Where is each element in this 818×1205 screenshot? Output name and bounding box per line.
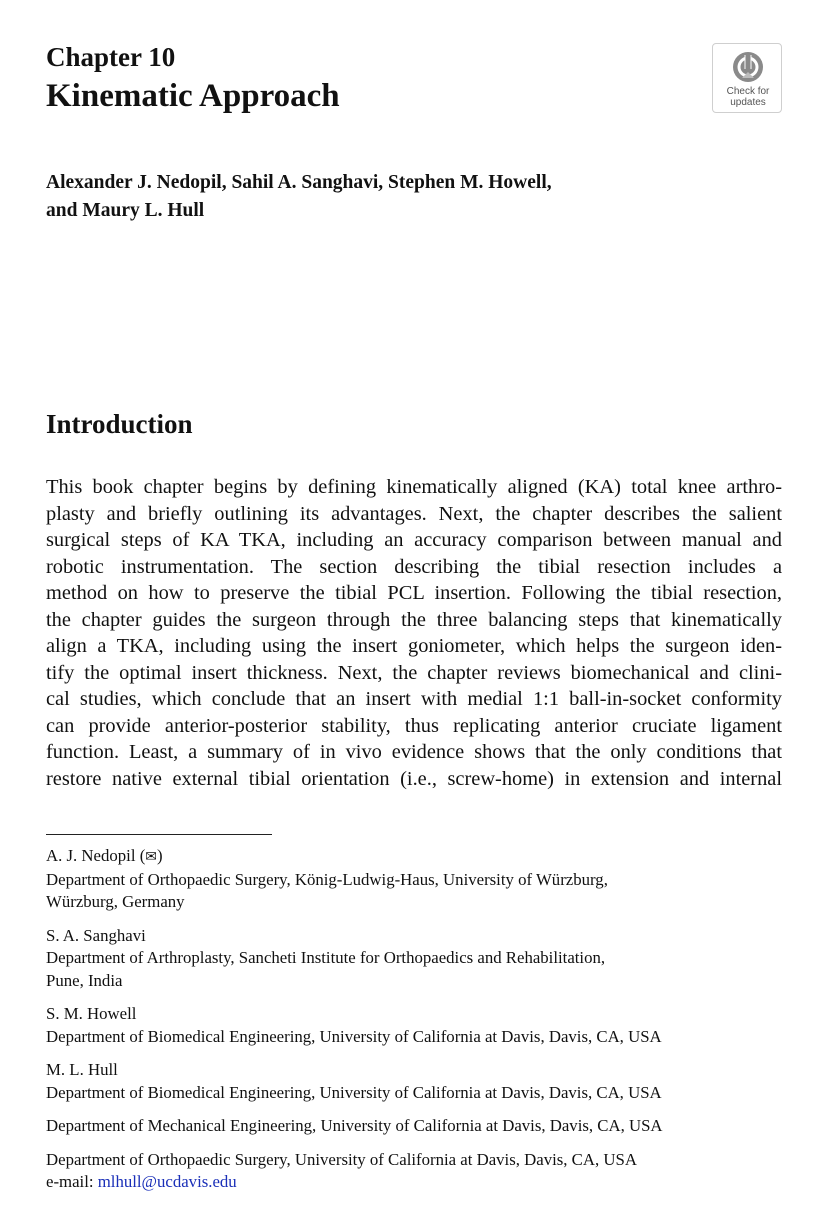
- paragraph-line: align a TKA, including using the insert goniometer, which helps the surgeon iden-: [46, 635, 782, 657]
- chapter-number: Chapter 10: [46, 42, 176, 72]
- affiliation-nedopil: [46, 845, 786, 914]
- department: Department of Biomedical Engineering, University of California at Davis, Davis, CA, USA: [46, 1026, 662, 1046]
- affiliation-hull: [46, 1059, 786, 1104]
- envelope-icon[interactable]: ✉: [145, 849, 158, 865]
- author-name: A. J. Nedopil (✉): [46, 846, 163, 865]
- paragraph-line: plasty and briefly outlining its advantages. Next, the chapter describes the salient: [46, 502, 782, 525]
- paragraph-line: restore native external tibial orientation (i.e., screw-home) in extension and internal: [46, 767, 782, 790]
- affiliation-hull-mechanical: [46, 1115, 786, 1138]
- paragraph-line: can provide anterior-posterior stability, thus replicating anterior cruciate ligament: [46, 714, 782, 737]
- check-for-updates-badge[interactable]: [712, 43, 782, 113]
- affiliation-sanghavi: [46, 925, 786, 993]
- affiliation-howell: [46, 1003, 786, 1048]
- paragraph-line: surgical steps of KA TKA, including an accuracy comparison between manual and: [46, 529, 782, 551]
- authors-line-1: Alexander J. Nedopil, Sahil A. Sanghavi, Stephen M. Howell,: [46, 172, 552, 193]
- email-label: e-mail:: [46, 1172, 98, 1191]
- department: Department of Arthroplasty, Sancheti Institute for Orthopaedics and Rehabilitation,: [46, 948, 606, 967]
- footnote-divider: [46, 834, 272, 835]
- paragraph-line: the chapter guides the surgeon through the three balancing steps that kinematically: [46, 608, 782, 631]
- author-list: [46, 169, 552, 225]
- department: Department of Orthopaedic Surgery, König-Ludwig-Haus, University of Würzburg,: [46, 869, 608, 889]
- crossmark-icon: [728, 48, 768, 88]
- location: Würzburg, Germany: [46, 892, 185, 911]
- paragraph-line: function. Least, a summary of in vivo evidence shows that the only conditions that: [46, 741, 782, 763]
- chapter-title: Kinematic Approach: [46, 78, 340, 114]
- badge-label-line1: Check for: [726, 86, 770, 97]
- location: Pune, India: [46, 970, 123, 990]
- introduction-paragraph: [46, 474, 782, 792]
- authors-line-2: and Maury L. Hull: [46, 200, 205, 221]
- department: Department of Orthopaedic Surgery, University of California at Davis, Davis, CA, USA: [46, 1149, 637, 1169]
- author-name: S. A. Sanghavi: [46, 925, 146, 945]
- paragraph-line: cal studies, which conclude that an insert with medial 1:1 ball-in-socket conformity: [46, 688, 782, 710]
- paragraph-line: method on how to preserve the tibial PCL insertion. Following the tibial resection,: [46, 582, 782, 604]
- email-link[interactable]: mlhull@ucdavis.edu: [97, 1172, 237, 1191]
- affiliations: [46, 845, 786, 1205]
- department: Department of Biomedical Engineering, University of California at Davis, Davis, CA, USA: [46, 1082, 662, 1102]
- paragraph-line: robotic instrumentation. The section describing the tibial resection includes a: [46, 555, 782, 578]
- email-line: [46, 1171, 786, 1194]
- author-name: M. L. Hull: [46, 1060, 118, 1079]
- author-name: S. M. Howell: [46, 1004, 137, 1023]
- section-heading-introduction: Introduction: [46, 409, 193, 439]
- affiliation-hull-orthopaedic: [46, 1149, 786, 1194]
- paragraph-line: This book chapter begins by defining kinematically aligned (KA) total knee arthro-: [46, 476, 782, 498]
- department: Department of Mechanical Engineering, University of California at Davis, Davis, CA, USA: [46, 1116, 663, 1135]
- badge-label-line2: updates: [730, 97, 766, 108]
- paragraph-line: tify the optimal insert thickness. Next, the chapter reviews biomechanical and clini-: [46, 661, 782, 684]
